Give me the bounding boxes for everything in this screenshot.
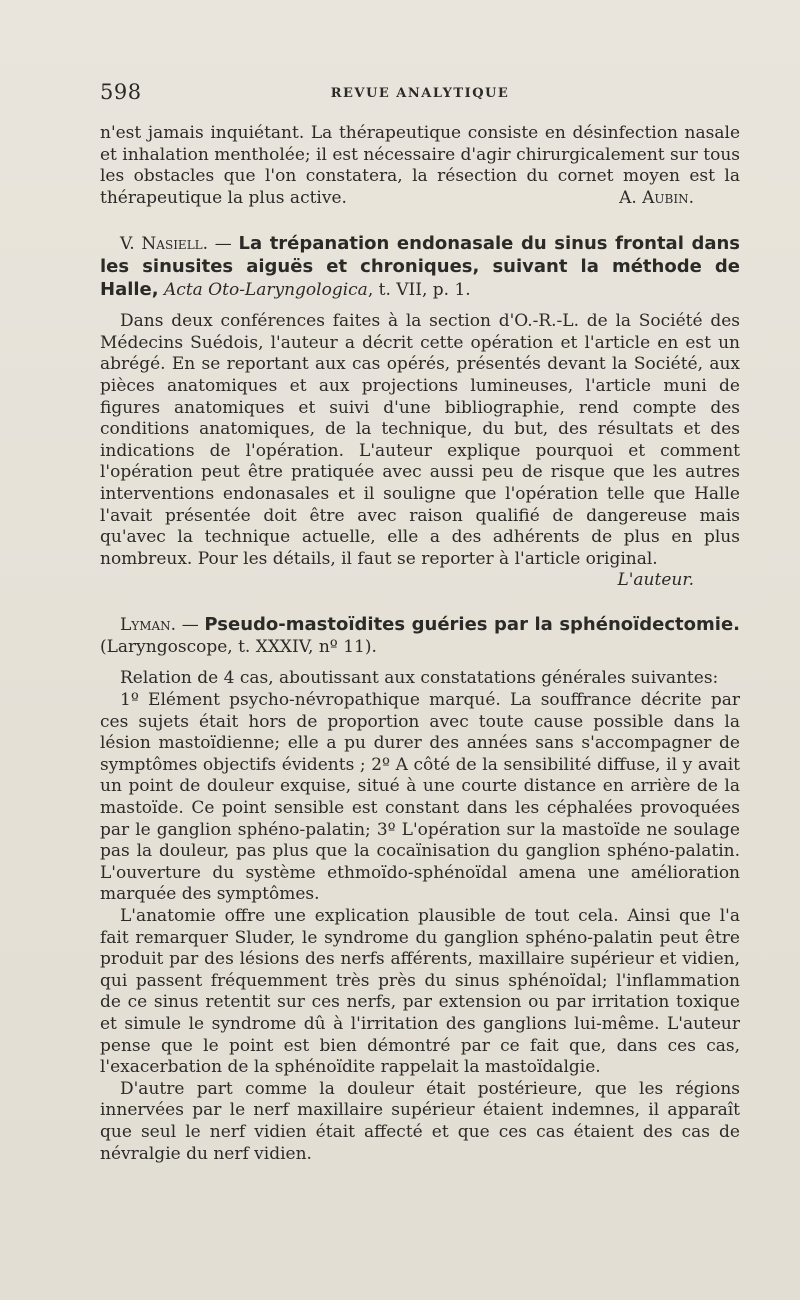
- signature-aubin: A. Aubin.: [619, 187, 694, 208]
- running-title: REVUE ANALYTIQUE: [330, 86, 510, 101]
- continued-paragraph: [100, 123, 740, 209]
- ref-nasiell: , t. VII, p. 1.: [367, 279, 471, 300]
- text-column: [100, 123, 740, 1165]
- title-nasiell: La trépanation endonasale du sinus frontal dans les sinusites aiguës et chroniques, suivant la méthode de Halle,: [100, 233, 741, 300]
- body-nasiell-text: Dans deux conférences faites à la section d'O.-R.-L. de la Société des Médecins Suédois, l'auteur a décrit cette opération et l'article en est un abrégé. En se reportant aux cas opérés, présentés devant la Société, aux pièces anatomiques et aux projections lumineuses, l'article muni de figures anatomiques et suivi d'une bibliographie, rend compte des conditions anatomiques, de la technique, du but, des résultats et des indications de l'opération. L'auteur explique pourquoi et comment l'opération peut être pratiquée avec aussi peu de risque que les autres interventions endonasales et il souligne que l'opération telle que Halle l'avait présentée doit être avec raison qualifié de dangereuse mais qu'avec la technique actuelle, elle a des adhérents de plus en plus nombreux. Pour les détails, il faut se reporter à l'article original.: [100, 311, 740, 569]
- article-heading-nasiell: [100, 233, 740, 301]
- ref-lyman: (Laryngoscope, t. XXXIV, nº 11).: [100, 636, 377, 657]
- author-lyman: Lyman.: [120, 615, 177, 636]
- heading-dash: —: [208, 234, 239, 255]
- spacer: [100, 658, 740, 668]
- author-nasiell: V. Nasiell.: [120, 234, 209, 255]
- page-number: 598: [100, 80, 142, 104]
- paragraph: 1º Elément psycho-névropathique marqué. La souffrance décrite par ces sujets était hors de proportion avec toute cause possible dans la lésion mastoïdienne; elle a pu durer des années sans s'accompagner de symptômes objectifs évidents ; 2º A côté de la sensibilité diffuse, il y avait un point de douleur exquise, situé à une courte distance en arrière de la mastoïde. Ce point sensible est constant dans les céphalées provoquées par le ganglion sphéno-palatin; 3º L'opération sur la mastoïde ne soulage pas la douleur, pas plus que la cocaïnisation du ganglion sphéno-palatin. L'ouverture du système ethmoïdo-sphénoïdal amena une amélioration marquée des symptômes.: [100, 690, 740, 905]
- heading-dash: —: [176, 615, 205, 636]
- paragraph: L'anatomie offre une explication plausible de tout cela. Ainsi que l'a fait remarquer Sluder, le syndrome du ganglion sphéno-palatin peut être produit par des lésions des nerfs afférents, maxillaire supérieur et vidien, qui passent fréquemment très près du sinus sphénoïdal; l'inflammation de ce sinus retentit sur ces nerfs, par extension ou par irritation toxique et simule le syndrome dû à l'irritation des ganglions lui-même. L'auteur pense que le point est bien démontré par ce fait que, dans ces cas, l'exacerbation de la sphénoïdite rappelait la mastoïdalgie.: [100, 906, 740, 1078]
- body-nasiell: [100, 311, 740, 591]
- page-header: [100, 80, 740, 114]
- spacer: [100, 301, 740, 311]
- journal-acta: Acta Oto-Laryngologica: [164, 279, 368, 300]
- continued-paragraph-text: n'est jamais inquiétant. La thérapeutique consiste en désinfection nasale et inhalation mentholée; il est nécessaire d'agir chirurgicalement sur tous les obstacles que l'on constatera, la résection du cornet moyen est la thérapeutique la plus active.: [100, 123, 740, 208]
- article-heading-lyman: [100, 614, 740, 658]
- spacer: [100, 209, 740, 233]
- signature-auteur: L'auteur.: [617, 570, 694, 591]
- paragraph: D'autre part comme la douleur était postérieure, que les régions innervées par le nerf maxillaire supérieur étaient indemnes, il apparaît que seul le nerf vidien était affecté et que ces cas étaient des cas de névralgie du nerf vidien.: [100, 1078, 740, 1164]
- paragraph: Relation de 4 cas, aboutissant aux constatations générales suivantes:: [120, 668, 719, 689]
- title-lyman: Pseudo-mastoïdites guéries par la sphénoïdectomie.: [204, 614, 740, 636]
